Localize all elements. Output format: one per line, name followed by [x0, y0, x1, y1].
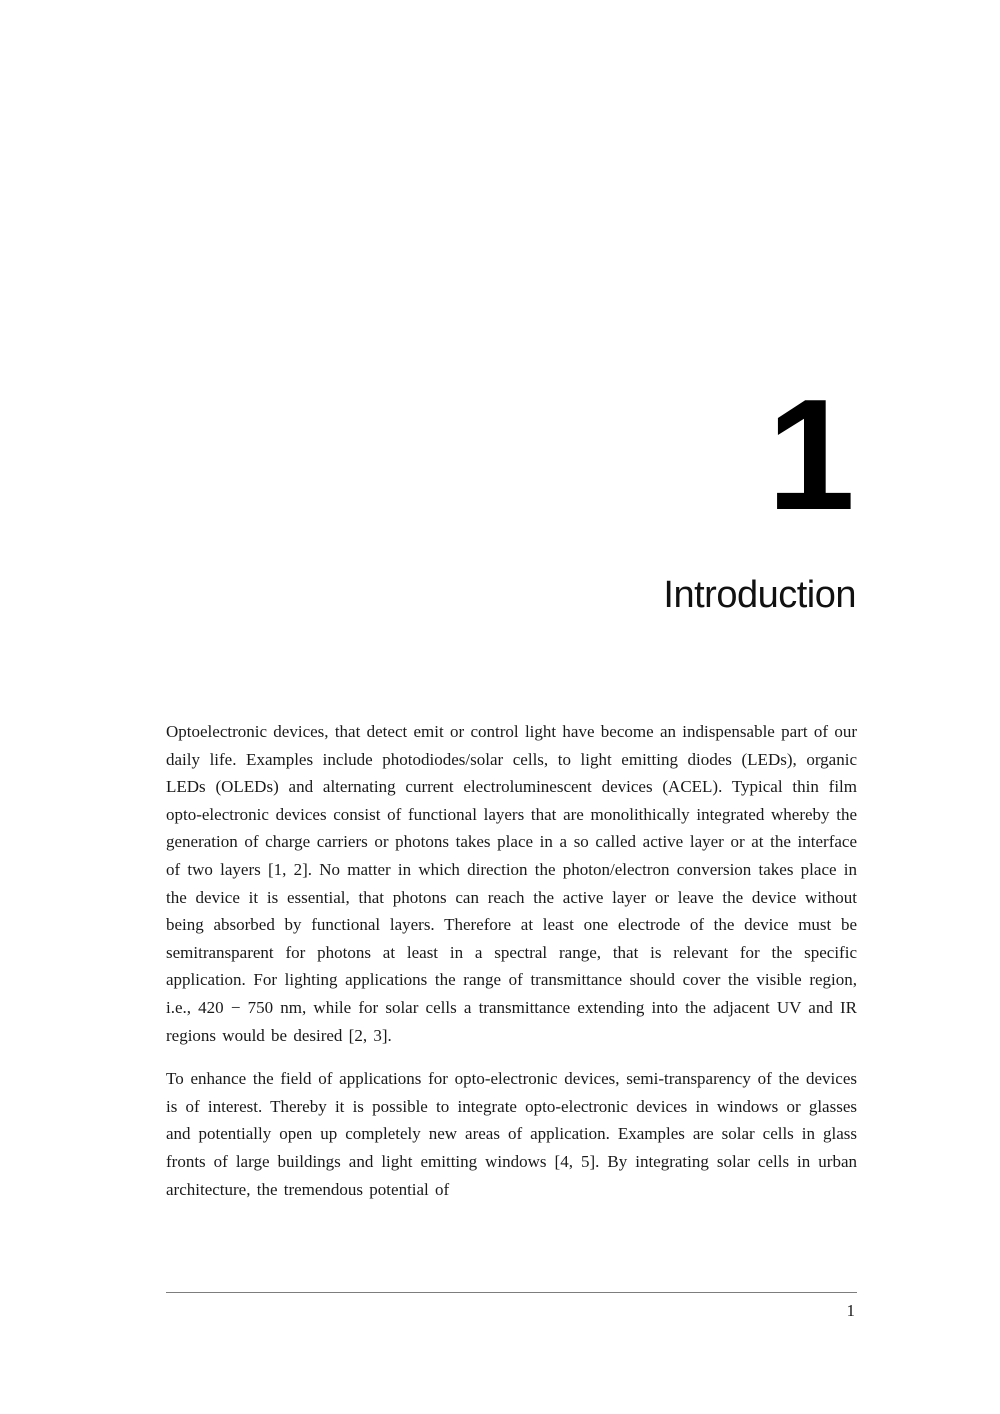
page-number: 1 [846, 1301, 855, 1320]
chapter-title: Introduction [663, 574, 856, 616]
chapter-number: 1 [767, 367, 855, 543]
paragraph-1: Optoelectronic devices, that detect emit or control light have become an indispensable part of our daily life. Examples include photodiodes/solar cells, to light emitting diodes (LEDs), organic LEDs (OLEDs) and alternating current electroluminescent devices (ACEL). Typical thin film opto-electronic devices consist of functional layers that are monolithically integrated whereby the generation of charge carriers or photons takes place in a so called active layer or at the interface of two layers [1, 2]. No matter in which direction the photon/electron conversion takes place in the device it is essential, that photons can reach the active layer or leave the device without being absorbed by functional layers. Therefore at least one electrode of the device must be semitransparent for photons at least in a spectral range, that is relevant for the specific application. For lighting applications the range of transmittance should cover the visible region, i.e., 420 − 750 nm, while for solar cells a transmittance extending into the adjacent UV and IR regions would be desired [2, 3]. [166, 722, 857, 1045]
body-text [166, 718, 857, 1203]
footer-divider [166, 1292, 857, 1293]
paragraph-2: To enhance the field of applications for opto-electronic devices, semi-transparency of the devices is of interest. Thereby it is possible to integrate opto-electronic devices in windows or glasses and potentially open up completely new areas of application. Examples are solar cells in glass fronts of large buildings and light emitting windows [4, 5]. By integrating solar cells in urban architecture, the tremendous potential of [166, 1069, 857, 1199]
